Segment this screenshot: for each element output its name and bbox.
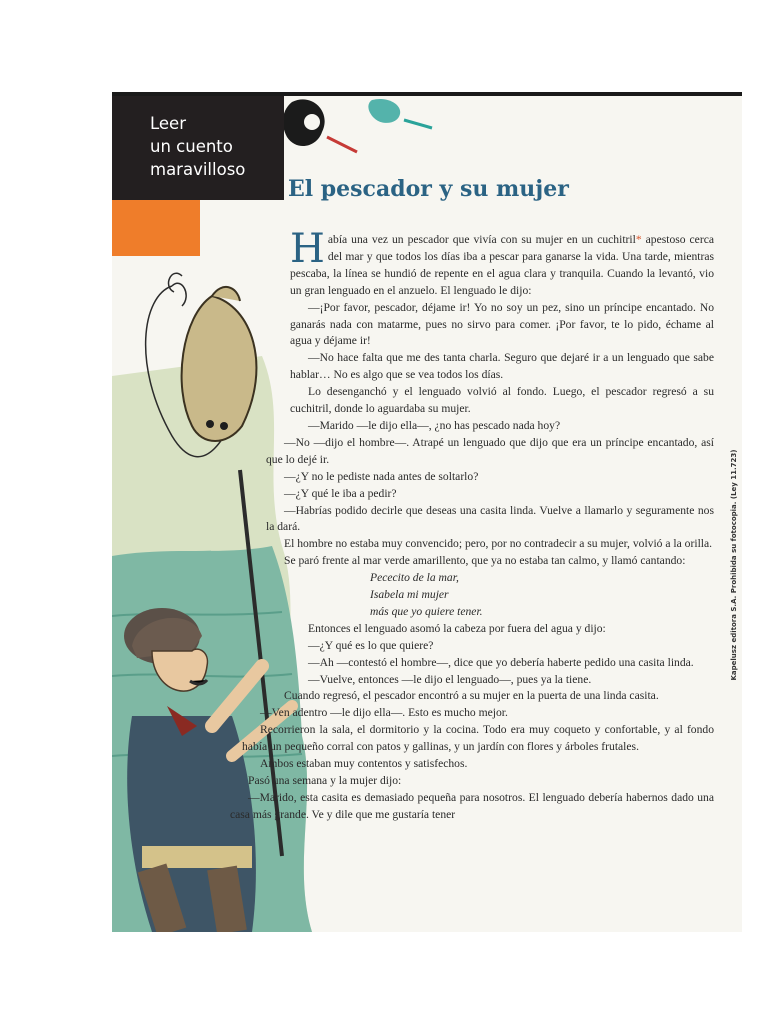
story-paragraph: Cuando regresó, el pescador encontró a su mujer en la puerta de una linda casita.	[284, 689, 659, 703]
book-page	[112, 92, 742, 932]
ink-splash-decoration	[272, 92, 472, 162]
copyright-side-note	[728, 449, 740, 681]
story-paragraph: Recorrieron la sala, el dormitorio y la cocina. Todo era muy coqueto y confortable, y al fondo había un pequeño corral con patos y gallinas, y un jardín con flores y árboles frutales.	[242, 723, 714, 754]
section-label-line-2: un cuento	[150, 137, 233, 156]
section-label-line-3: maravilloso	[150, 160, 246, 179]
story-paragraph: —¡Por favor, pescador, déjame ir! Yo no soy un pez, sino un príncipe encantado. No ganarás nada con matarme, pues no sirvo para comer. ¡Por favor, te lo pido, échame al agua y déjame ir!	[290, 300, 714, 348]
story-paragraph: —¿Y qué es lo que quiere?	[308, 638, 434, 652]
story-paragraph: —No —dijo el hombre—. Atrapé un lenguado que dijo que era un príncipe encantado, así que lo dejé ir.	[266, 435, 714, 466]
first-paragraph-part-a: abía una vez un pescador que vivía con su mujer en un cuchitril	[327, 233, 636, 246]
first-paragraph-part-b: apestoso cerca del mar y que todos los días iba a pescar para ganarse la vida. Una tarde, mientras pescaba, la línea se hundió de repente en el agua clara y tranquila. Cuando la levantó, vio un gran lenguado en el anzuelo. El lenguado le dijo:	[290, 233, 714, 297]
story-paragraph: —¿Y qué le iba a pedir?	[284, 486, 397, 500]
verse-line: más que yo quiere tener.	[370, 604, 483, 618]
story-paragraph: —Vuelve, entonces —le dijo el lenguado—, pues ya la tiene.	[308, 672, 592, 686]
story-paragraph: El hombre no estaba muy convencido; pero, por no contradecir a su mujer, volvió a la orilla.	[284, 537, 713, 551]
story-paragraph: —Marido, esta casita es demasiado pequeña para nosotros. El lenguado debería habernos dado una casa más grande. Ve y dile que me gustaría tener	[230, 790, 714, 821]
story-paragraph: Se paró frente al mar verde amarillento, que ya no estaba tan calmo, y llamó cantando:	[284, 554, 686, 568]
orange-accent-block	[112, 200, 200, 256]
story-paragraph: —¿Y no le pediste nada antes de soltarlo?	[284, 469, 479, 483]
section-label-line-1: Leer	[150, 114, 186, 133]
story-paragraph: —Ven adentro —le dijo ella—. Esto es mucho mejor.	[260, 706, 508, 720]
story-paragraph: —Habrías podido decirle que deseas una casita linda. Vuelve a llamarlo y seguramente nos la dará.	[266, 503, 714, 534]
drop-cap: H	[290, 226, 325, 272]
story-paragraph: Pasó una semana y la mujer dijo:	[248, 774, 402, 787]
copyright-side-note-text: Kapelusz editora S.A. Prohibida su fotocopia. (Ley 11.723)	[730, 449, 738, 681]
story-paragraph: —Marido —le dijo ella—, ¿no has pescado nada hoy?	[308, 418, 561, 432]
story-paragraph: —Ah —contestó el hombre—, dice que yo debería haberte pedido una casita linda.	[308, 655, 694, 669]
story-paragraph: —No hace falta que me des tanta charla. Seguro que dejaré ir a un lenguado que sabe hablar… No es algo que se vea todos los días.	[290, 351, 714, 382]
story-body	[230, 226, 714, 824]
story-first-paragraph	[290, 226, 714, 300]
footnote-mark: *	[635, 233, 642, 246]
story-paragraph: Ambos estaban muy contentos y satisfechos.	[260, 757, 468, 771]
story-paragraph: Lo desenganchó y el lenguado volvió al fondo. Luego, el pescador regresó a su cuchitril, donde lo aguardaba su mujer.	[290, 385, 714, 416]
story-paragraph: Entonces el lenguado asomó la cabeza por fuera del agua y dijo:	[308, 621, 606, 635]
section-label	[112, 96, 284, 200]
verse-line: Pececito de la mar,	[370, 571, 459, 585]
verse-line: Isabela mi mujer	[370, 588, 449, 602]
story-title: El pescador y su mujer	[288, 176, 569, 202]
